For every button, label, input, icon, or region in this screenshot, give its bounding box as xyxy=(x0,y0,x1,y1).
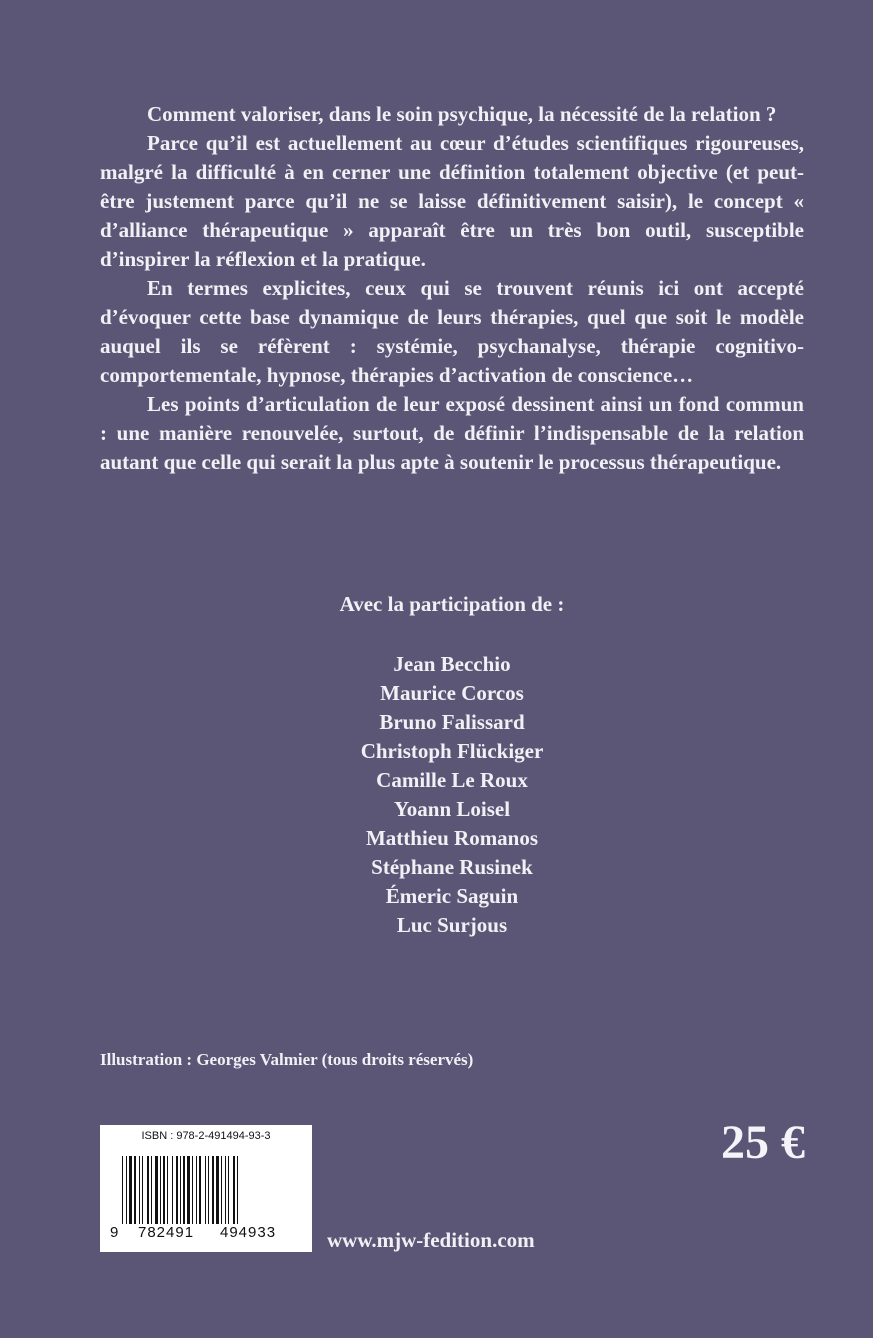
website-url: www.mjw-fedition.com xyxy=(327,1228,535,1252)
price: 25 € xyxy=(721,1116,805,1169)
barcode-digit-first: 9 xyxy=(110,1224,119,1241)
illustration-credit: Illustration : Georges Valmier (tous droits réservés) xyxy=(100,1050,474,1069)
participation-heading: Avec la participation de : xyxy=(339,592,565,616)
contributor-name: Luc Surjous xyxy=(396,913,508,937)
isbn-label: ISBN : 978-2-491494-93-3 xyxy=(141,1130,271,1142)
contributor-name: Yoann Loisel xyxy=(393,797,511,821)
contributor-name: Émeric Saguin xyxy=(385,884,519,908)
barcode-digits-right: 494933 xyxy=(220,1224,277,1241)
back-cover-blurb xyxy=(100,100,804,477)
contributor-name: Bruno Falissard xyxy=(379,710,525,734)
contributor-list xyxy=(100,650,804,940)
blurb-paragraph: Les points d’articulation de leur exposé dessinent ainsi un fond commun : une manière renouvelée, surtout, de définir l’indispensable de la relation autant que celle qui serait la plus apte à soutenir le processus thérapeutique. xyxy=(100,392,804,474)
barcode-digits-left: 782491 xyxy=(138,1224,195,1241)
contributor-name: Stéphane Rusinek xyxy=(371,855,533,879)
contributor-name: Camille Le Roux xyxy=(376,768,528,792)
blurb-paragraph: Comment valoriser, dans le soin psychique, la nécessité de la relation ? xyxy=(147,102,777,126)
contributor-name: Christoph Flückiger xyxy=(360,739,544,763)
blurb-paragraph: En termes explicites, ceux qui se trouvent réunis ici ont accepté d’évoquer cette base dynamique de leurs thérapies, quel que soit le modèle auquel ils se réfèrent : systémie, psychanalyse, thérapie cognitivo-comportementale, hypnose, thérapies d’activation de conscience… xyxy=(100,276,804,387)
contributor-name: Matthieu Romanos xyxy=(365,826,539,850)
isbn-barcode xyxy=(100,1125,312,1252)
contributor-name: Jean Becchio xyxy=(393,652,511,676)
participation-section xyxy=(100,590,804,940)
contributor-name: Maurice Corcos xyxy=(380,681,524,705)
blurb-paragraph: Parce qu’il est actuellement au cœur d’études scientifiques rigoureuses, malgré la difficulté à en cerner une définition totalement objective (et peut-être justement parce qu’il ne se laisse définitivement saisir), le concept « d’alliance thérapeutique » apparaît être un très bon outil, susceptible d’inspirer la réflexion et la pratique. xyxy=(100,131,804,271)
